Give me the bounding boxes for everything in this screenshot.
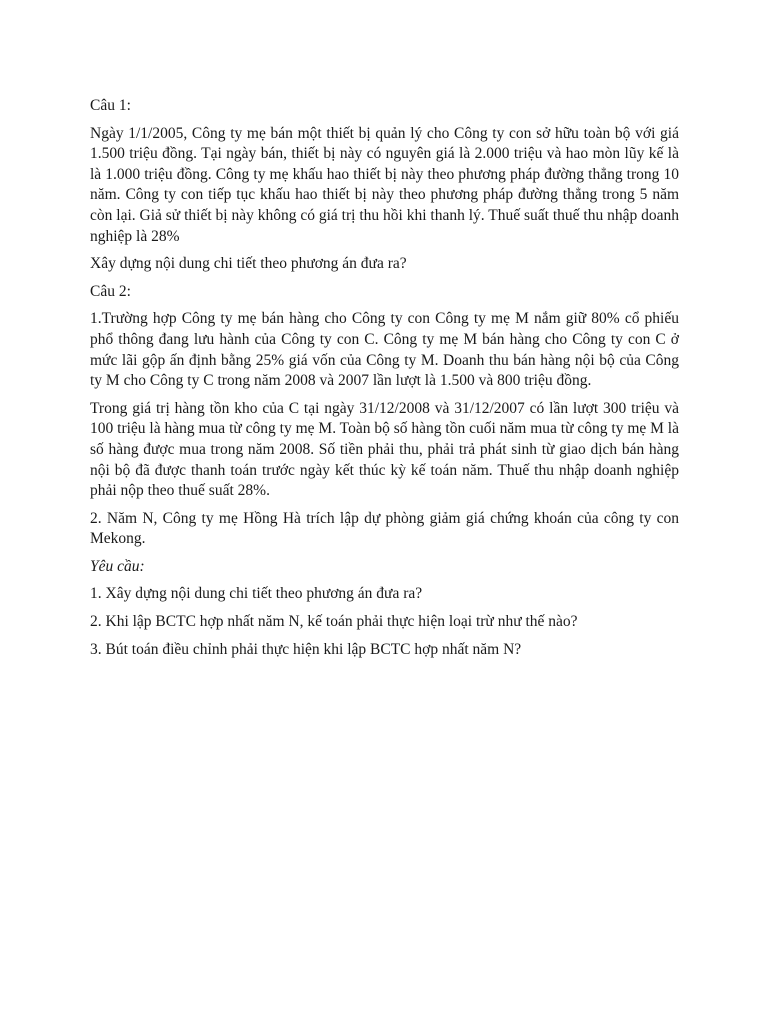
question-2-body-part-3: 2. Năm N, Công ty mẹ Hồng Hà trích lập dự phòng giảm giá chứng khoán của công ty con Mekong. — [90, 509, 679, 548]
question-1-heading: Câu 1: — [90, 97, 131, 114]
question-1-task: Xây dựng nội dung chi tiết theo phương án đưa ra? — [90, 255, 407, 273]
requirements-heading: Yêu cầu: — [90, 557, 145, 575]
question-2-heading: Câu 2: — [90, 282, 131, 300]
document-content — [90, 96, 679, 667]
question-2-body-part-1: 1.Trường hợp Công ty mẹ bán hàng cho Công ty con Công ty mẹ M nắm giữ 80% cổ phiếu phổ thông đang lưu hành của Công ty con C. Công ty mẹ M bán hàng cho Công ty con C ở mức lãi gộp ấn định bằng 25% giá vốn của Công ty M. Doanh thu bán hàng nội bộ của Công ty M cho Công ty C trong năm 2008 và 2007 lần lượt là 1.500 và 800 triệu đồng. — [90, 310, 679, 390]
requirement-3: 3. Bút toán điều chỉnh phải thực hiện khi lập BCTC hợp nhất năm N? — [90, 640, 522, 658]
question-2-body-part-2: Trong giá trị hàng tồn kho của C tại ngày 31/12/2008 và 31/12/2007 có lần lượt 300 triệu và 100 triệu là hàng mua từ công ty mẹ M. Toàn bộ số hàng tồn cuối năm mua từ công ty mẹ M là số hàng được mua trong năm 2008. Số tiền phải thu, phải trả phát sinh từ giao dịch bán hàng nội bộ đã được thanh toán trước ngày kết thúc kỳ kế toán năm. Thuế thu nhập doanh nghiệp phải nộp theo thuế suất 28%. — [90, 399, 679, 500]
question-1-body: Ngày 1/1/2005, Công ty mẹ bán một thiết bị quản lý cho Công ty con sở hữu toàn bộ với giá 1.500 triệu đồng. Tại ngày bán, thiết bị này có nguyên giá là 2.000 triệu và hao mòn lũy kế là là 1.000 triệu đồng. Công ty mẹ khấu hao thiết bị này theo phương pháp đường thẳng trong 10 năm. Công ty con tiếp tục khấu hao thiết bị này theo phương pháp đường thẳng trong 5 năm còn lại. Giả sử thiết bị này không có giá trị thu hồi khi thanh lý. Thuế suất thuế thu nhập doanh nghiệp là 28% — [90, 124, 679, 245]
requirement-2: 2. Khi lập BCTC hợp nhất năm N, kế toán phải thực hiện loại trừ như thế nào? — [90, 613, 578, 631]
requirement-1: 1. Xây dựng nội dung chi tiết theo phương án đưa ra? — [90, 585, 423, 603]
